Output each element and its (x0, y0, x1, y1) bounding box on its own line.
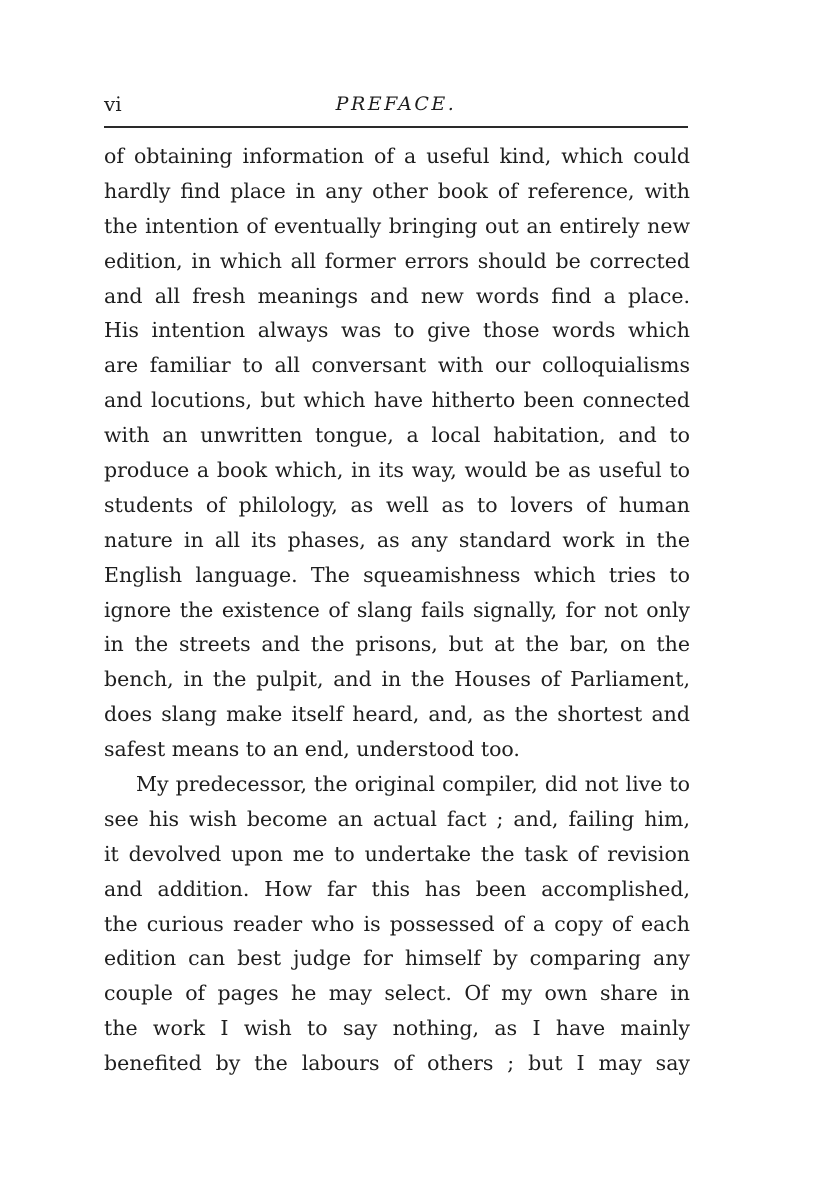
text-line: edition can best judge for himself by comparing any (104, 946, 690, 971)
text-line: nature in all its phases, as any standard work in the (104, 527, 690, 552)
text-line: it devolved upon me to undertake the task of revision (104, 841, 690, 866)
text-line: the work I wish to say nothing, as I have mainly (104, 1016, 690, 1041)
text-line: produce a book which, in its way, would be as useful to (104, 458, 690, 483)
text-line: and locutions, but which have hitherto been connected (104, 388, 690, 413)
text-line: see his wish become an actual fact ; and, failing him, (104, 806, 690, 831)
text-line: in the streets and the prisons, but at the bar, on the (104, 632, 690, 657)
text-line: edition, in which all former errors should be corrected (104, 248, 690, 273)
page-number: vi (104, 92, 122, 116)
text-line: and addition. How far this has been accomplished, (104, 876, 690, 901)
text-line: couple of pages he may select. Of my own share in (104, 981, 690, 1006)
body-text (104, 139, 690, 1081)
text-line: students of philology, as well as to lovers of human (104, 492, 690, 517)
text-line: and all fresh meanings and new words find a place. (104, 283, 690, 308)
running-title: PREFACE. (335, 93, 457, 115)
text-line: are familiar to all conversant with our colloquialisms (104, 353, 690, 378)
text-line: benefited by the labours of others ; but I may say (104, 1051, 690, 1076)
text-line: His intention always was to give those words which (104, 318, 690, 343)
text-line: the intention of eventually bringing out an entirely new (104, 213, 690, 238)
text-line: with an unwritten tongue, a local habitation, and to (104, 423, 690, 448)
header-rule (104, 126, 688, 128)
text-line: of obtaining information of a useful kind, which could (104, 144, 690, 168)
page-header (104, 92, 688, 116)
text-line: hardly find place in any other book of reference, with (104, 178, 690, 203)
text-line: English language. The squeamishness which tries to (104, 562, 690, 587)
text-line: bench, in the pulpit, and in the Houses of Parliament, (104, 667, 690, 692)
text-line: ignore the existence of slang fails signally, for not only (104, 597, 690, 622)
text-line: does slang make itself heard, and, as the shortest and (104, 702, 690, 727)
paragraph-start-line: My predecessor, the original compiler, did not live to (136, 772, 690, 797)
text-line: the curious reader who is possessed of a copy of each (104, 911, 690, 936)
paragraph-end-line: safest means to an end, understood too. (104, 737, 520, 762)
